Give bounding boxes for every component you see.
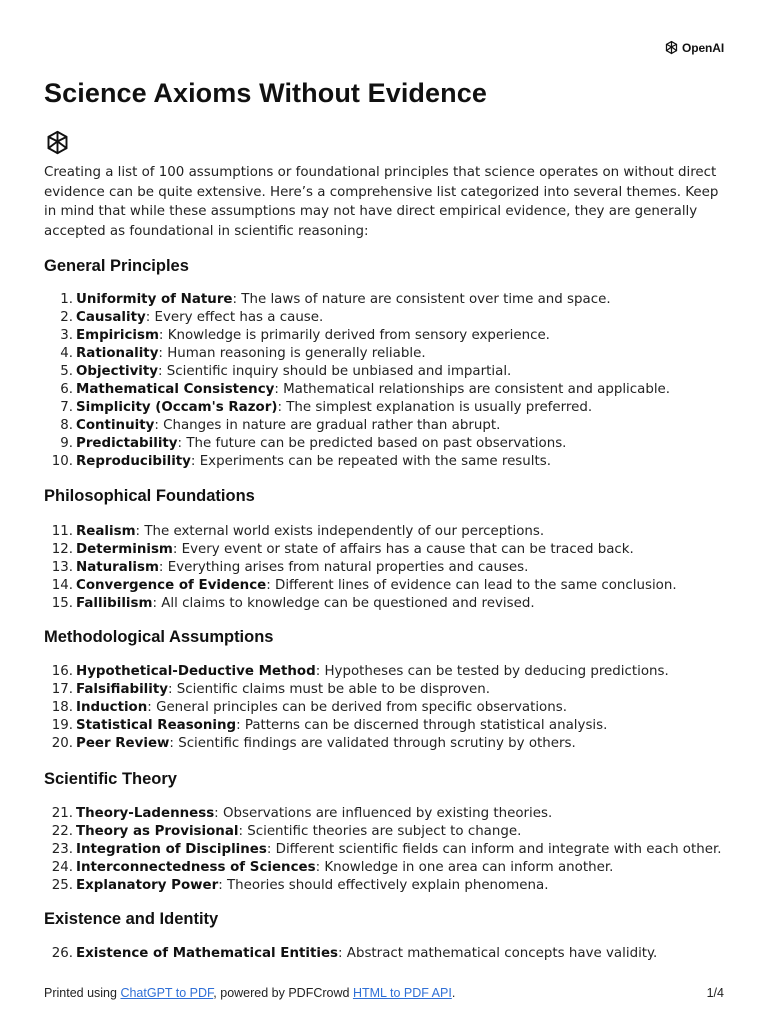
item-description: : Hypotheses can be tested by deducing predictions.	[315, 664, 669, 679]
item-description: : Observations are influenced by existing theories.	[214, 806, 553, 821]
item-term: Causality	[76, 310, 146, 325]
item-description: : Patterns can be discerned through statistical analysis.	[236, 718, 608, 733]
section-heading-methodological-assumptions: Methodological Assumptions	[44, 628, 274, 646]
list-item: 21. Theory-Ladenness : Observations are influenced by existing theories.	[51, 806, 553, 821]
item-term: Theory-Ladenness	[76, 806, 215, 821]
list-item: 7. Simplicity (Occam's Razor) : The simplest explanation is usually preferred.	[60, 400, 593, 415]
item-term: Induction	[76, 700, 148, 715]
item-term: Reproducibility	[76, 454, 191, 469]
item-description: : Abstract mathematical concepts have validity.	[338, 946, 658, 961]
item-term: Peer Review	[76, 736, 170, 751]
item-term: Hypothetical-Deductive Method	[76, 664, 316, 679]
list-item: 15. Fallibilism : All claims to knowledge can be questioned and revised.	[51, 596, 535, 611]
list-item: 19. Statistical Reasoning : Patterns can be discerned through statistical analysis.	[51, 718, 608, 733]
list-item: 5. Objectivity : Scientific inquiry should be unbiased and impartial.	[60, 364, 512, 379]
item-description: : Different scientific fields can inform and integrate with each other.	[266, 842, 722, 857]
section-heading-existence-and-identity: Existence and Identity	[44, 910, 219, 928]
document-title: Science Axioms Without Evidence	[44, 78, 487, 108]
footer-credit: Printed using ChatGPT to PDF, powered by PDFCrowd HTML to PDF API.	[44, 986, 456, 1000]
item-description: : Every effect has a cause.	[145, 310, 324, 325]
list-item: 12. Determinism : Every event or state of affairs has a cause that can be traced back.	[51, 542, 634, 557]
item-term: Existence of Mathematical Entities	[76, 946, 339, 961]
item-description: : The external world exists independently of our perceptions.	[135, 524, 545, 539]
list-item: 10. Reproducibility : Experiments can be repeated with the same results.	[51, 454, 551, 469]
item-term: Determinism	[76, 542, 173, 557]
list-item: 6. Mathematical Consistency : Mathematical relationships are consistent and applicable.	[60, 382, 671, 397]
item-description: : Human reasoning is generally reliable.	[158, 346, 426, 361]
list-item: 18. Induction : General principles can be derived from specific observations.	[51, 700, 567, 715]
item-term: Objectivity	[76, 364, 159, 379]
list-item: 20. Peer Review : Scientific findings are validated through scrutiny by others.	[51, 736, 576, 751]
list-scientific-theory	[44, 805, 744, 895]
openai-brand	[664, 40, 724, 55]
item-description: : Scientific claims must be able to be disproven.	[168, 682, 491, 697]
item-term: Explanatory Power	[76, 878, 219, 893]
item-description: : Mathematical relationships are consistent and applicable.	[274, 382, 671, 397]
section-heading-scientific-theory: Scientific Theory	[44, 770, 177, 788]
list-item: 13. Naturalism : Everything arises from natural properties and causes.	[51, 560, 529, 575]
item-term: Uniformity of Nature	[76, 292, 233, 307]
list-item: 3. Empiricism : Knowledge is primarily derived from sensory experience.	[60, 328, 550, 343]
item-description: : Changes in nature are gradual rather than abrupt.	[154, 418, 501, 433]
list-methodological-assumptions	[44, 663, 744, 753]
item-term: Simplicity (Occam's Razor)	[76, 400, 278, 415]
html-to-pdf-api-link[interactable]: HTML to PDF API	[352, 986, 452, 1000]
item-term: Fallibilism	[76, 596, 153, 611]
item-description: : The simplest explanation is usually preferred.	[277, 400, 593, 415]
item-description: : All claims to knowledge can be questioned and revised.	[152, 596, 535, 611]
section-heading-philosophical-foundations: Philosophical Foundations	[44, 487, 255, 505]
list-item: 25. Explanatory Power : Theories should effectively explain phenomena.	[51, 878, 549, 893]
list-item: 14. Convergence of Evidence : Different lines of evidence can lead to the same conclusion.	[51, 578, 677, 593]
item-description: : Knowledge in one area can inform another.	[315, 860, 614, 875]
item-description: : The future can be predicted based on past observations.	[177, 436, 567, 451]
list-existence-and-identity	[44, 945, 744, 963]
list-item: 24. Interconnectedness of Sciences : Knowledge in one area can inform another.	[51, 860, 614, 875]
list-item: 9. Predictability : The future can be predicted based on past observations.	[60, 436, 567, 451]
item-term: Rationality	[76, 346, 159, 361]
list-item: 22. Theory as Provisional : Scientific theories are subject to change.	[51, 824, 522, 839]
brand-name: OpenAI	[682, 40, 725, 55]
item-description: : Everything arises from natural properties and causes.	[158, 560, 529, 575]
list-item: 26. Existence of Mathematical Entities : Abstract mathematical concepts have validity.	[51, 946, 658, 961]
item-description: : General principles can be derived from specific observations.	[147, 700, 567, 715]
item-term: Convergence of Evidence	[76, 578, 267, 593]
list-general-principles	[44, 291, 744, 471]
chatgpt-logo-icon	[44, 129, 71, 156]
list-item: 4. Rationality : Human reasoning is generally reliable.	[60, 346, 426, 361]
item-term: Interconnectedness of Sciences	[76, 860, 316, 875]
list-item: 11. Realism : The external world exists independently of our perceptions.	[51, 524, 545, 539]
item-description: : Scientific theories are subject to change.	[238, 824, 522, 839]
list-item: 16. Hypothetical-Deductive Method : Hypotheses can be tested by deducing predictions.	[51, 664, 669, 679]
item-term: Empiricism	[76, 328, 159, 343]
list-item: 1. Uniformity of Nature : The laws of nature are consistent over time and space.	[60, 292, 611, 307]
list-philosophical-foundations	[44, 523, 744, 613]
list-item: 8. Continuity : Changes in nature are gradual rather than abrupt.	[60, 418, 501, 433]
item-term: Predictability	[76, 436, 178, 451]
openai-logo-icon	[664, 40, 679, 55]
item-description: : Experiments can be repeated with the same results.	[190, 454, 551, 469]
item-term: Realism	[76, 524, 136, 539]
item-term: Naturalism	[76, 560, 159, 575]
page-number: 1/4	[706, 986, 724, 1000]
item-term: Statistical Reasoning	[76, 718, 237, 733]
item-description: : Every event or state of affairs has a cause that can be traced back.	[172, 542, 634, 557]
item-term: Continuity	[76, 418, 155, 433]
item-description: : Knowledge is primarily derived from sensory experience.	[158, 328, 550, 343]
chatgpt-to-pdf-link[interactable]: ChatGPT to PDF	[120, 986, 214, 1000]
item-term: Integration of Disciplines	[76, 842, 267, 857]
item-term: Mathematical Consistency	[76, 382, 275, 397]
item-term: Theory as Provisional	[76, 824, 239, 839]
item-description: : Scientific findings are validated through scrutiny by others.	[169, 736, 576, 751]
item-term: Falsifiability	[76, 682, 168, 697]
section-heading-general-principles: General Principles	[44, 257, 189, 275]
item-description: : Scientific inquiry should be unbiased and impartial.	[158, 364, 512, 379]
list-item: 23. Integration of Disciplines : Different scientific fields can inform and integrate with each other.	[51, 842, 722, 857]
item-description: : The laws of nature are consistent over time and space.	[232, 292, 611, 307]
page-footer	[44, 986, 724, 1000]
list-item: 17. Falsifiability : Scientific claims must be able to be disproven.	[51, 682, 491, 697]
intro-paragraph: Creating a list of 100 assumptions or foundational principles that science operates on without direct evidence can be quite extensive. Here’s a comprehensive list categorized into several themes. Keep in mind that while these assumptions may not have direct empirical evidence, they are generally accepted as foundational in scientific reasoning:	[44, 165, 719, 239]
item-description: : Different lines of evidence can lead to the same conclusion.	[266, 578, 677, 593]
item-description: : Theories should effectively explain phenomena.	[218, 878, 549, 893]
list-item: 2. Causality : Every effect has a cause.	[60, 310, 324, 325]
